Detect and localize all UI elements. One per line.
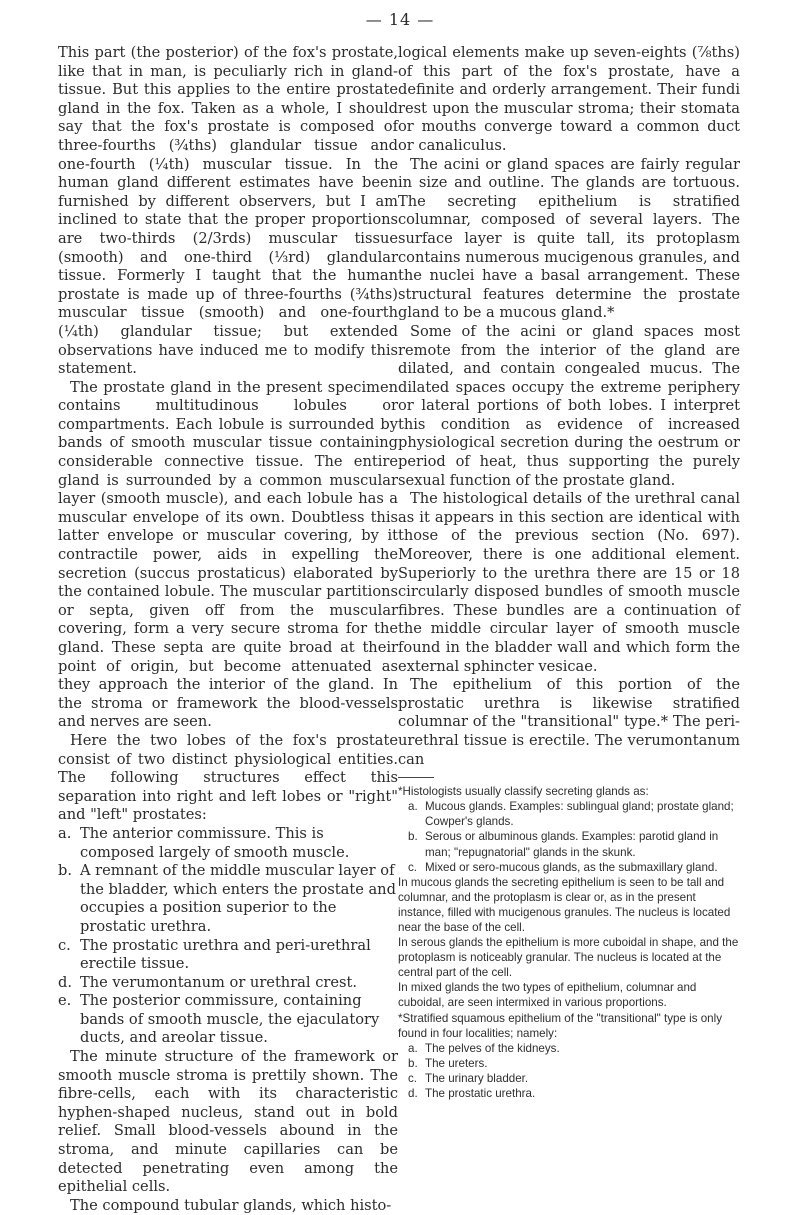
list-text: The ureters. bbox=[425, 1056, 488, 1070]
footnote-divider bbox=[398, 777, 434, 778]
paragraph: The epithelium of this portion of the prostatic urethra is likewise stratified columnar of the "transitional" type.* The peri-urethral tissue is erectile. The verumontanum can bbox=[398, 676, 740, 768]
paragraph: The compound tubular glands, which histo- bbox=[70, 1196, 392, 1214]
list-item bbox=[408, 829, 740, 859]
footnote-list bbox=[398, 799, 740, 874]
list-text: The anterior commissure. This is composed largely of smooth muscle. bbox=[80, 824, 350, 861]
list-marker: c. bbox=[58, 936, 71, 954]
list-item bbox=[58, 862, 398, 936]
paragraph: This part (the posterior) of the fox's prostate, like that in man, is peculiarly rich in gland-tissue. But this applies to the entire prostate gland in the fox. Taken as a whole, I should say that the fox's prostate is composed of three-fourths (¾ths) glandular tissue and one-fourth (¼th) muscular tissue. In the human gland different estimates have been furnished by different observers, but I am inclined to state that the proper proportions are two-thirds (2/3rds) muscular tissue (smooth) and one-third (⅓rd) glandular tissue. Formerly I taught that the human prostate is made up of three-fourths (¾ths) muscular tissue (smooth) and one-fourth (¼th) glandular tissue; but extended observations have induced me to modify this statement. bbox=[58, 44, 398, 378]
list-item bbox=[408, 1041, 740, 1056]
list-marker: b. bbox=[408, 1056, 418, 1070]
paragraph: logical elements make up seven-eights (⅞ths) of this part of the fox's prostate, have a definite and orderly arrangement. Their fundi rest upon the muscular stroma; their stomata or mouths converge toward a common duct or canaliculus. bbox=[398, 44, 740, 154]
page-number: — 14 — bbox=[365, 10, 435, 29]
list-item bbox=[58, 825, 398, 862]
list-marker: b. bbox=[408, 830, 418, 844]
list-marker: e. bbox=[58, 992, 72, 1010]
footnote-paragraph: In mixed glands the two types of epithelium, columnar and cuboidal, are seen intermixed in various proportions. bbox=[398, 981, 697, 1010]
list-item bbox=[408, 1071, 740, 1086]
list-marker: d. bbox=[58, 973, 72, 991]
list-marker: a. bbox=[408, 1041, 418, 1055]
list-item bbox=[58, 937, 398, 974]
footnote-list bbox=[398, 1041, 740, 1101]
list-text: The prostatic urethra. bbox=[425, 1087, 536, 1101]
list-item bbox=[408, 860, 740, 875]
list-item bbox=[408, 1056, 740, 1071]
footnote-intro: *Stratified squamous epithelium of the "transitional" type is only found in four localities; namely: bbox=[398, 1011, 723, 1040]
paragraph: Here the two lobes of the fox's prostate consist of two distinct physiological entities. The following structures effect this separation into right and left lobes or "right" and "left" prostates: bbox=[58, 731, 398, 824]
list-marker: c. bbox=[408, 860, 418, 874]
paragraph: The histological details of the urethral canal as it appears in this section are identical with those of the previous section (No. 697). Moreover, there is one additional element. Superiorly to the urethra there are 15 or 18 circularly disposed bundles of smooth muscle fibres. These bundles are a continuation of the middle circular layer of smooth muscle found in the bladder wall and which form the external sphincter vesicae. bbox=[398, 490, 740, 675]
list-marker: c. bbox=[408, 1071, 418, 1085]
paragraph: The prostate gland in the present specimen contains multitudinous lobules or compartments. Each lobule is surrounded by bands of smooth muscular tissue containing considerable connective tissue. The entire gland is surrounded by a common muscular layer (smooth muscle), and each lobule has a muscular envelope of its own. Doubtless this latter envelope or muscular covering, by it contractile power, aids in expelling the secretion (succus prostaticus) elaborated by the contained lobule. The muscular partitions or septa, given off from the muscular covering, form a very secure stroma for the gland. These septa are quite broad at their point of origin, but become attenuated as they approach the interior of the gland. In the stroma or framework the blood-vessels and nerves are seen. bbox=[58, 378, 398, 731]
list-item bbox=[58, 974, 398, 993]
list-text: The posterior commissure, containing bands of smooth muscle, the ejaculatory ducts, and areolar tissue. bbox=[80, 992, 380, 1047]
right-column bbox=[398, 44, 740, 1101]
list-text: The prostatic urethra and peri-urethral erectile tissue. bbox=[80, 936, 371, 973]
left-column bbox=[58, 44, 398, 1215]
list-text: Mucous glands. Examples: sublingual gland; prostate gland; Cowper's glands. bbox=[425, 800, 734, 829]
list-item bbox=[58, 992, 398, 1048]
list-text: The verumontanum or urethral crest. bbox=[80, 973, 357, 991]
list-marker: b. bbox=[58, 862, 72, 880]
list-text: Serous or albuminous glands. Examples: parotid gland in man; "repugnatorial" glands in the skunk. bbox=[425, 830, 719, 859]
paragraph: The acini or gland spaces are fairly regular in size and outline. The glands are tortuous. The secreting epithelium is stratified columnar, composed of several layers. The surface layer is quite tall, its protoplasm contains numerous mucigenous granules, and the nuclei have a basal arrangement. These structural features determine the prostate gland to be a mucous gland.* bbox=[398, 155, 740, 322]
list-item bbox=[408, 1086, 740, 1101]
paragraph: The minute structure of the framework or smooth muscle stroma is prettily shown. The fibre-cells, each with its characteristic hyphen-shaped nucleus, stand out in bold relief. Small blood-vessels abound in the stroma, and minute capillaries can be detected penetrating even among the epithelial cells. bbox=[58, 1048, 398, 1196]
list-marker: a. bbox=[58, 824, 72, 842]
list-text: Mixed or sero-mucous glands, as the submaxillary gland. bbox=[425, 860, 718, 874]
list-item bbox=[408, 799, 740, 829]
footnote-paragraph: In mucous glands the secreting epithelium is seen to be tall and columnar, and the protoplasm is clear or, as in the present instance, filled with mucigenous granules. The nucleus is located near the base of the cell. bbox=[398, 875, 731, 934]
list-marker: a. bbox=[408, 800, 418, 814]
structures-list bbox=[58, 825, 398, 1048]
list-text: The pelves of the kidneys. bbox=[425, 1041, 560, 1055]
paragraph: Some of the acini or gland spaces most remote from the interior of the gland are dilated, and contain congealed mucus. The dilated spaces occupy the extreme periphery or lateral portions of both lobes. I interpret this condition as evidence of increased physiological secretion during the oestrum or period of heat, thus supporting the purely sexual function of the prostate gland. bbox=[398, 322, 740, 489]
footnote-intro: *Histologists usually classify secreting glands as: bbox=[398, 785, 649, 799]
list-marker: d. bbox=[408, 1087, 418, 1101]
list-text: The urinary bladder. bbox=[425, 1071, 529, 1085]
footnote-paragraph: In serous glands the epithelium is more cuboidal in shape, and the protoplasm is noticeably granular. The nucleus is located at the central part of the cell. bbox=[398, 936, 739, 980]
list-text: A remnant of the middle muscular layer of the bladder, which enters the prostate and occupies a position superior to the prostatic urethra. bbox=[80, 862, 396, 935]
footnotes bbox=[398, 784, 740, 1101]
